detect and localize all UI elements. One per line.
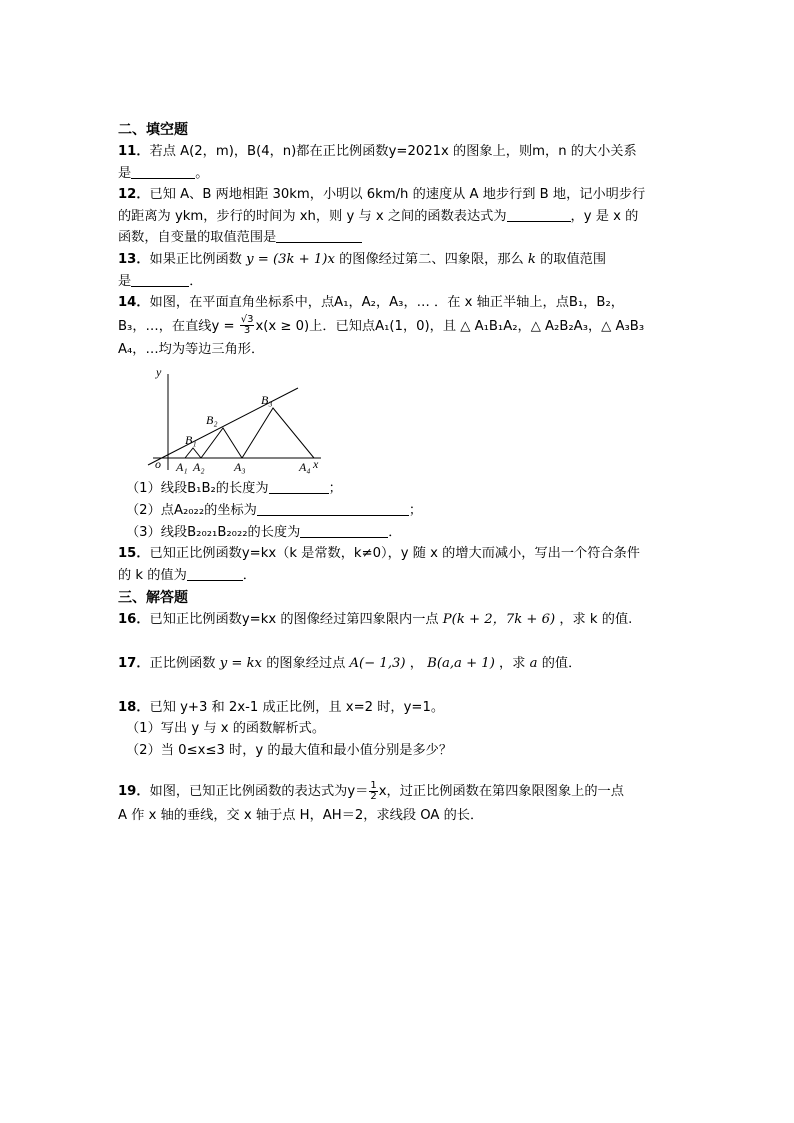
q13-text-end: 的取值范围 [535,251,607,267]
q15-text-cont: 的 k 的值为 [118,567,187,583]
q17-point-a: A(− 1,3) [349,655,406,671]
q12-text-tail: ，y 是 x 的 [570,208,639,224]
q13-text-cont: 是 [118,273,132,289]
q18-sub2: （2）当 0≤x≤3 时，y 的最大值和最小值分别是多少？ [126,742,453,758]
q12-number: 12． [118,187,150,203]
q13-formula: y = (3k + 1)x [246,251,335,267]
triangle-a2b2a3 [201,428,242,458]
label-a3: A₃ [234,460,246,475]
q14-text-cont: B₃，…，在直线y = [118,318,239,334]
label-x: x [313,457,319,472]
q16-point-p: P(k + 2，7k + 6) [442,612,556,628]
q14-sub2 [118,500,678,522]
q11-line2 [118,163,678,185]
q19-text-tail: x，过正比例函数在第四象限图象上的一点 [378,784,624,800]
q18-line1 [118,697,678,719]
q14-figure [118,360,678,478]
q13-answer-blank[interactable] [131,272,189,287]
q14-sub1-text: （1）线段B₁B₂的长度为 [126,481,269,497]
q17-formula: y = kx [219,655,262,671]
q18-sub1: （1）写出 y 与 x 的函数解析式。 [126,721,326,737]
triangle-a1b1a2 [185,448,201,458]
label-a4: A₄ [299,460,311,475]
q19-line2: A 作 x 轴的垂线，交 x 轴于点 H，AH＝2，求线段 OA 的长． [118,808,484,824]
q12-text: 已知 A、B 两地相距 30km，小明以 6km/h 的速度从 A 地步行到 B 地，记小明步行 [149,187,646,203]
q16-text-end: ，求 k 的值. [555,612,633,628]
q17-number: 17． [118,655,150,671]
q14-fraction [240,315,255,336]
q12-text-line3: 函数，自变量的取值范围是 [118,230,277,246]
q12-line1 [118,184,678,206]
q17-text-mid: 的图象经过点 [262,655,350,671]
section-heading-solve: 三、解答题 [118,590,188,607]
q11-period: 。 [195,165,209,181]
label-y: y [156,365,162,380]
q14-text-tail: x(x ≥ 0)上．已知点A₁(1，0)，且 △ A₁B₁A₂，△ A₂B₂A₃，△ A₃B₃ [255,318,645,334]
q13-line2 [118,271,678,293]
q19-text: 如图，已知正比例函数的表达式为y＝ [149,784,369,800]
q19-number: 19． [118,784,150,800]
q14-line1 [118,292,678,314]
q17-point-b: B(a,a + 1) [427,655,495,671]
q12-line3 [118,227,678,249]
q15-text: 已知正比例函数y=kx（k 是常数，k≠0），y 随 x 的增大而减小，写出一个符合条件 [149,546,640,562]
q17-variable-a: a [529,655,538,671]
label-b2: B₂ [206,413,218,428]
q14-sub1-end: ； [328,481,342,497]
section-heading-fill-in: 二、填空题 [118,122,188,138]
q11-number: 11． [118,144,150,159]
q14-frac-numerator: √3 [240,314,254,326]
q14-frac-denominator: 3 [243,325,251,337]
q11-line1 [118,141,678,163]
q17-text-end: 的值． [537,655,582,671]
q17-line [118,653,678,675]
q14-sub1-blank[interactable] [269,479,329,494]
q16-line [118,609,678,631]
q16-text: 已知正比例函数y=kx 的图像经过第四象限内一点 [149,612,443,628]
q18-text: 已知 y+3 和 2x-1 成正比例，且 x=2 时，y=1。 [149,699,445,715]
q18-number: 18． [118,699,150,715]
q13-period: ． [189,273,203,289]
q14-sub3-end: ． [388,524,402,540]
triangle-a3b3a4 [242,408,314,458]
label-a1: A₁ [176,460,188,475]
q12-text-cont: 的距离为 ykm，步行的时间为 xh，则 y 与 x 之间的函数表达式为 [118,208,507,224]
q11-text-cont: 是 [118,165,132,181]
q14-sub2-blank[interactable] [257,501,409,516]
q14-sub2-end: ； [408,502,423,518]
q14-line3 [118,339,678,361]
q15-number: 15． [118,546,150,562]
label-b1: B₁ [185,433,197,448]
q14-sub3-text: （3）线段B₂₀₂₁B₂₀₂₂的长度为 [126,524,301,540]
q13-line1 [118,249,678,271]
q19-frac-denominator: 2 [370,790,377,802]
q19-line1 [118,779,678,805]
q15-line1 [118,543,678,565]
q14-text-line3: A₄，…均为等边三角形． [118,341,265,357]
q12-line2 [118,206,678,228]
q15-line2 [118,565,678,587]
q11-answer-blank[interactable] [131,164,195,179]
q19-frac-numerator: 1 [370,779,377,791]
q14-line2 [118,314,678,339]
line-y-sqrt3-over-3-x [148,388,298,465]
q12-answer-blank-1[interactable] [507,207,571,222]
q12-answer-blank-2[interactable] [276,228,362,243]
label-b3: B₃ [261,393,273,408]
q15-answer-blank[interactable] [187,566,243,581]
q13-variable-k: k [527,251,536,267]
q13-text-mid: 的图像经过第二、四象限，那么 [334,251,528,267]
q13-number: 13． [118,251,150,267]
q14-sub1 [118,478,678,500]
q16-number: 16． [118,612,150,628]
label-a2: A₂ [193,460,205,475]
q11-text: 若点 A(2，m)，B(4，n)都在正比例函数y=2021x 的图象上，则m，n 的大小关系 [149,144,637,159]
q14-number: 14． [118,295,150,311]
q17-comma: ， [405,655,428,671]
q14-sub3-blank[interactable] [300,523,388,538]
q17-text: 正比例函数 [149,655,220,671]
q17-text-ask: ，求 [494,655,530,671]
q19-fraction [369,781,377,802]
label-origin: o [155,457,161,472]
q14-text: 如图，在平面直角坐标系中，点A₁，A₂，A₃，… ．在 x 轴正半轴上，点B₁，B₂， [149,295,624,311]
worksheet-page [118,118,678,827]
q14-sub2-text: （2）点A₂₀₂₂的坐标为 [126,502,257,518]
q14-sub3 [118,522,678,544]
q15-period: ． [242,567,256,583]
q14-coordinate-diagram [143,360,343,478]
q13-text: 如果正比例函数 [149,251,247,267]
